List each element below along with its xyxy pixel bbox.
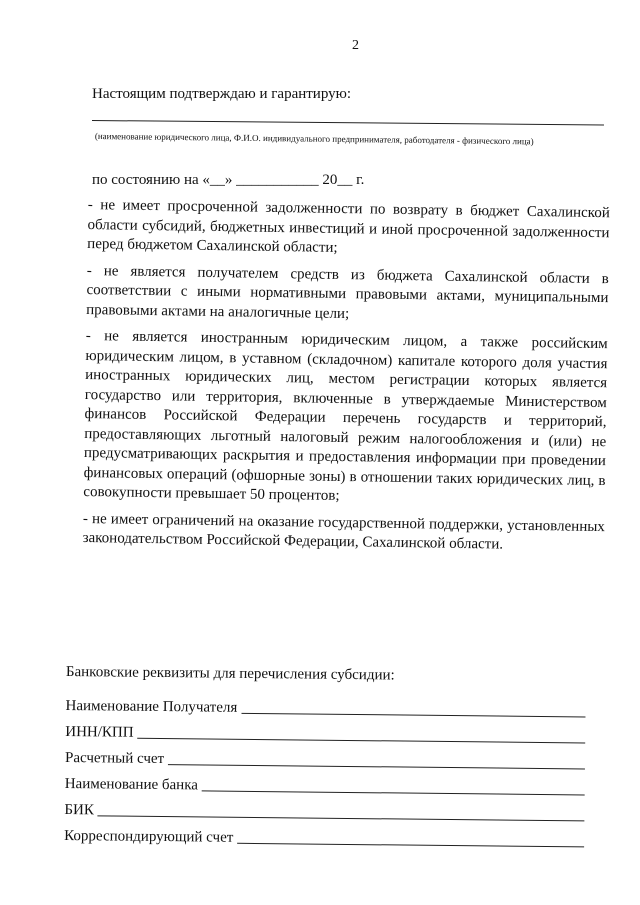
field-label: БИК (64, 801, 95, 819)
field-recipient-name (65, 689, 585, 720)
field-settlement-account (65, 741, 585, 772)
clause-not-foreign: - не является иностранным юридическим лицом, а также российским юридическим лицом, в уставном (складочном) капитале которого доля участия иностранных юридических лиц, местом регистрации которых является государство или территория, включенные в утверждаемые Министерством финансов Российской Федерации перечень государств и территорий, предоставляющих льготный налоговый режим налогообложения и (или) не предусматривающих раскрытия и предоставления информации при проведении финансовых операций (офшорные зоны) в отношении таких юридических лиц, в совокупности превышает 50 процентов; (83, 327, 608, 504)
clause-not-recipient: - не является получателем средств из бюджета Сахалинской области в соответствии с иными нормативными правовыми актами, муниципальными правовыми актами на аналогичные цели; (86, 262, 609, 322)
fill-line (237, 842, 584, 848)
clause-no-debt: - не имеет просроченной задолженности по возврату в бюджет Сахалинской области субсидий, бюджетных инвестиций и иной просроченной задолженности перед бюджетом Сахалинской области; (87, 196, 610, 256)
intro-heading: Настоящим подтверждаю и гарантирую: (92, 86, 352, 102)
clause-no-restrictions: - не имеет ограничений на оказание государственной поддержки, установленных законодательством Российской Федерации, Сахалинской области. (82, 510, 605, 553)
entity-name-caption: (наименование юридического лица, Ф.И.О. индивидуального предпринимателя, работодателя - физического лица) (94, 130, 534, 147)
entity-name-line (92, 120, 604, 125)
field-correspondent-account (64, 819, 584, 850)
page-number: 2 (352, 38, 359, 53)
bank-details-title: Банковские реквизиты для перечисления субсидии: (65, 664, 395, 684)
bank-details-section (64, 664, 586, 850)
field-bank-name (65, 767, 585, 798)
field-label: Наименование Получателя (65, 697, 238, 716)
field-label: Расчетный счет (64, 749, 165, 768)
status-date-line: по состоянию на «__» ___________ 20__ г. (92, 172, 365, 188)
field-label: Корреспондирующий счет (64, 827, 234, 846)
field-label: ИНН/КПП (65, 723, 134, 741)
guarantee-clauses (82, 196, 610, 564)
field-label: Наименование банка (64, 775, 199, 794)
